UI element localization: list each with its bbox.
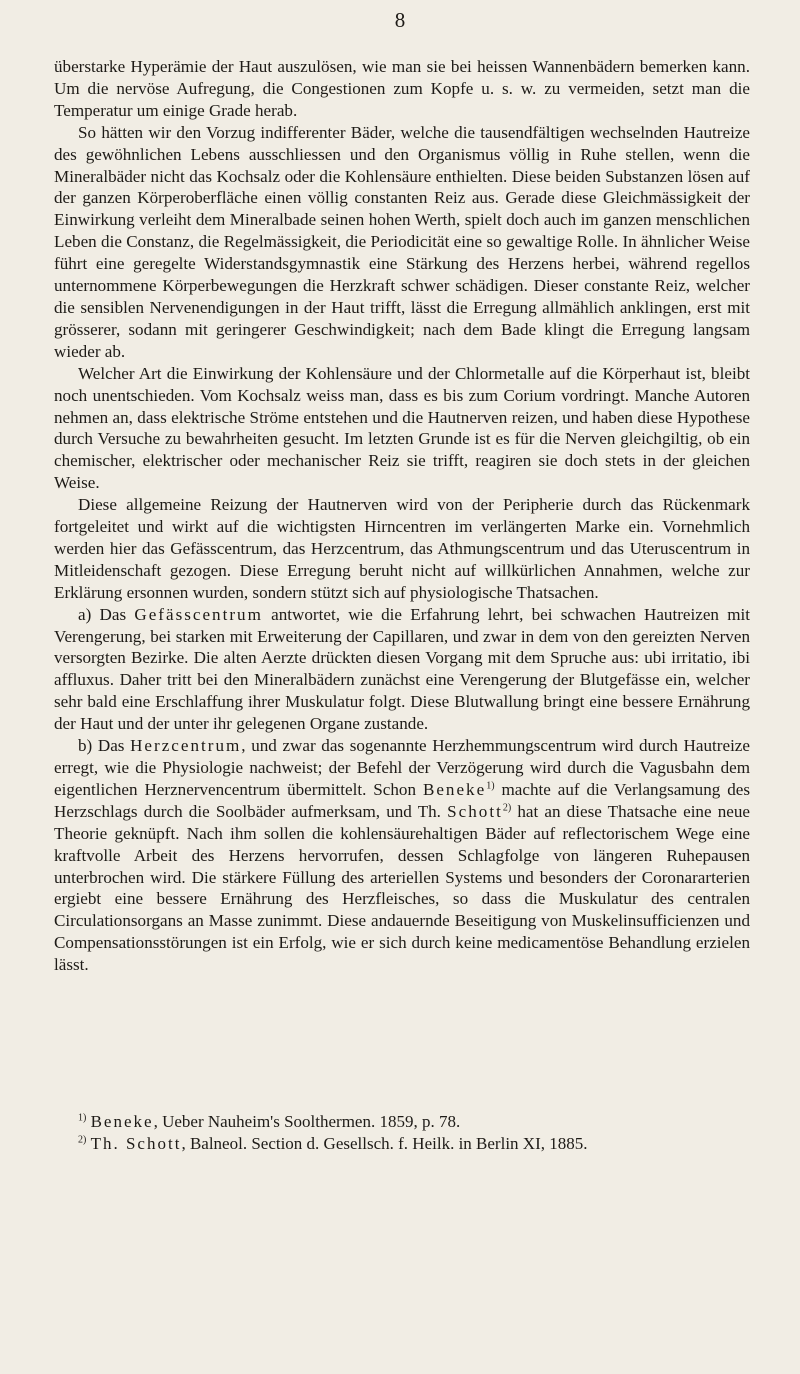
footnote-text-2: , Balneol. Section d. Gesellsch. f. Heilk. in Berlin XI, 1885. xyxy=(181,1133,588,1153)
item-label-b: b) Das xyxy=(78,736,125,756)
page-number: 8 xyxy=(394,8,406,32)
footnote-author-1: Beneke xyxy=(90,1112,154,1131)
footnote-text-1: , Ueber Nauheim's Soolthermen. 1859, p. 78. xyxy=(153,1112,461,1131)
term-vascular-centre: Gefässcentrum xyxy=(134,604,263,624)
footnote-ref-1: 1) xyxy=(486,780,495,792)
footnote-author-2: Th. Schott xyxy=(90,1133,182,1153)
paragraph-heart-centre xyxy=(54,735,750,976)
term-heart-centre: Herzcentrum xyxy=(130,736,242,756)
paragraph-b-text-3: hat an diese Thatsache eine neue Theorie geknüpft. Nach ihm sollen die kohlensäurehaltigen Bäder auf reflectorischem Wege eine kraftvolle Arbeit des Herzens hervorrufen, dessen Schlagfolge von längeren Ruhepausen unterbrochen wird. Die stärkere Füllung des arteriellen Systems und besonders der Coronararterien ergiebt eine bessere Ernährung des Herzfleisches, so dass die Muskulatur des centralen Circulationsorgans an Masse zunimmt. Diese andauernde Beseitigung von Muskelinsufficienzen und Compensationsstörungen ist ein Erfolg, wie er sich durch keine medicamentöse Behandlung erzielen lässt. xyxy=(54,801,750,975)
footnote-ref-2: 2) xyxy=(502,802,512,814)
paragraph-indifferent-baths: So hätten wir den Vorzug indifferenter Bäder, welche die tausendfältigen wechselnden Hautreize des gewöhnlichen Lebens ausschliessen und den Organismus völlig in Ruhe stellen, wenn die Mineralbäder nicht das Kochsalz oder die Kohlensäure enthielten. Diese beiden Substanzen lösen auf der ganzen Körperoberfläche einen völlig constanten Reiz aus. Gerade diese Gleichmässigkeit der Einwirkung verleiht dem Mineralbade seinen hohen Werth, spielt doch auch im ganzen menschlichen Leben die Constanz, die Regelmässigkeit, die Periodicität eine so gewaltige Rolle. In ähnlicher Weise führt eine geregelte Widerstandsgymnastik eine Stärkung des Herzens herbei, während regellos unternommene Körperbewegungen die Herzkraft schwer schädigen. Dieser constante Reiz, welcher die sensiblen Nervenendigungen in der Haut trifft, lässt die Erregung allmählich anklingen, erst mit grösserer, sodann mit geringerer Geschwindigkeit; nach dem Bade klingt die Erregung langsam wieder ab. xyxy=(54,122,750,361)
footnote-2 xyxy=(54,1133,750,1155)
footnote-mark-2: 2) xyxy=(78,1133,87,1145)
paragraph-nerve-stimulation: Diese allgemeine Reizung der Hautnerven wird von der Peripherie durch das Rückenmark fortgeleitet und wirkt auf die wichtigsten Hirncentren im verlängerten Marke ein. Vornehmlich werden hier das Gefässcentrum, das Herzcentrum, das Athmungscentrum und das Uteruscentrum in Mitleidenschaft gezogen. Diese Erregung beruht nicht auf willkürlichen Annahmen, welche zur Erklärung ersonnen wurden, sondern stützt sich auf physiologische Thatsachen. xyxy=(54,495,750,602)
footnote-1 xyxy=(54,1111,750,1133)
paragraph-b-text-2: machte auf die Verlangsamung des Herzschlags durch die Soolbäder aufmerksam, und Th. xyxy=(54,779,750,821)
body-text xyxy=(54,56,750,976)
paragraph-carbonic-acid: Welcher Art die Einwirkung der Kohlensäure und der Chlormetalle auf die Körperhaut ist, bleibt noch unentschieden. Vom Kochsalz weiss man, dass es bis zum Corium vordringt. Manche Autoren nehmen an, dass elektrische Ströme entstehen und die Hautnerven reizen, und haben diese Hypothese durch Versuche zu bewahrheiten gesucht. Im letzten Grunde ist es für die Nerven gleichgiltig, ob ein chemischer, elektrischer oder mechanischer Reiz sie trifft, reagiren sie doch stets in der gleichen Weise. xyxy=(54,363,750,493)
author-schott: Schott xyxy=(447,801,503,821)
paragraph-b-text-1: , und zwar das sogenannte Herzhemmungscentrum wird durch Hautreize erregt, wie die Physiologie nachweist; der Befehl der Verzögerung wird durch die Vagusbahn dem eigentlichen Herznervencentrum übermittelt. Schon xyxy=(54,736,750,799)
author-beneke: Beneke xyxy=(422,779,487,799)
paragraph-continuation: überstarke Hyperämie der Haut auszulösen, wie man sie bei heissen Wannenbädern bemerken kann. Um die nervöse Aufregung, die Congestionen zum Kopfe u. s. w. zu vermeiden, setzt man die Temperatur um einige Grade herab. xyxy=(54,57,750,120)
footnote-mark-1: 1) xyxy=(78,1112,87,1124)
paragraph-vascular-centre xyxy=(54,604,750,735)
paragraph-a-text: antwortet, wie die Erfahrung lehrt, bei schwachen Hautreizen mit Verengerung, bei starken mit Erweiterung der Capillaren, und zwar in dem von den gereizten Nerven versorgten Bezirke. Die alten Aerzte drückten diesen Vorgang mit dem Spruche aus: ubi irritatio, ibi affluxus. Daher tritt bei den Mineralbädern zunächst eine Verengerung der Blutgefässe ein, welcher sehr bald eine Erschlaffung ihrer Muskulatur folgt. Diese Blutwallung bringt eine bessere Ernährung der Haut und der unter ihr gelegenen Organe zustande. xyxy=(54,604,750,734)
item-label-a: a) Das xyxy=(78,604,127,624)
footnotes xyxy=(54,1111,750,1154)
